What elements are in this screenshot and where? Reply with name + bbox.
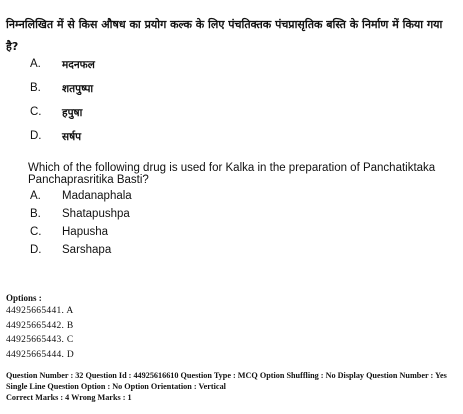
options-title: Options : xyxy=(6,293,42,303)
option-text: Hapusha xyxy=(62,226,109,238)
option-id: 44925665444. D xyxy=(6,349,75,360)
metadata-line: Question Number : 32 Question Id : 44925616610 Question Type : MCQ Option Shuffling : No Display Question Number : Yes xyxy=(6,371,447,380)
question-metadata xyxy=(6,370,461,403)
metadata-line: Correct Marks : 4 Wrong Marks : 1 xyxy=(6,393,132,402)
option-letter: B. xyxy=(30,208,41,220)
option-ids-block xyxy=(6,292,306,362)
option-text: मदनफल xyxy=(62,59,95,71)
option-text: Sarshapa xyxy=(62,244,112,256)
metadata-line: Single Line Question Option : No Option Orientation : Vertical xyxy=(6,382,226,391)
option-letter: A. xyxy=(30,58,41,70)
option-letter: A. xyxy=(30,190,41,202)
option-letter: D. xyxy=(30,244,42,256)
option-c-hindi xyxy=(0,106,300,124)
option-a-hindi xyxy=(0,58,300,76)
option-id: 44925665442. B xyxy=(6,320,74,331)
option-b-hindi xyxy=(0,82,300,100)
option-text: Shatapushpa xyxy=(62,208,130,220)
option-letter: B. xyxy=(30,82,41,94)
option-id: 44925665443. C xyxy=(6,335,74,345)
question-text-hindi: निम्नलिखित में से किस औषध का प्रयोग कल्क के लिए पंचतिक्तक पंचप्रासृतिक बस्ति के निर्माण में किया गया है? xyxy=(6,18,443,53)
option-a-english xyxy=(0,190,300,208)
option-d-english xyxy=(0,244,300,262)
option-letter: D. xyxy=(30,130,42,142)
option-b-english xyxy=(0,208,300,226)
question-text-english: Which of the following drug is used for Kalka in the preparation of Panchatiktaka Panchaprasritika Basti? xyxy=(28,162,436,186)
option-letter: C. xyxy=(30,106,42,118)
option-text: Madanaphala xyxy=(62,190,132,202)
option-d-hindi xyxy=(0,130,300,148)
option-c-english xyxy=(0,226,300,244)
option-letter: C. xyxy=(30,226,42,238)
option-id: 44925665441. A xyxy=(6,306,74,316)
option-text: सर्षप xyxy=(62,131,82,143)
option-text: शतपुष्पा xyxy=(62,83,94,95)
option-text: हपुषा xyxy=(62,107,83,119)
